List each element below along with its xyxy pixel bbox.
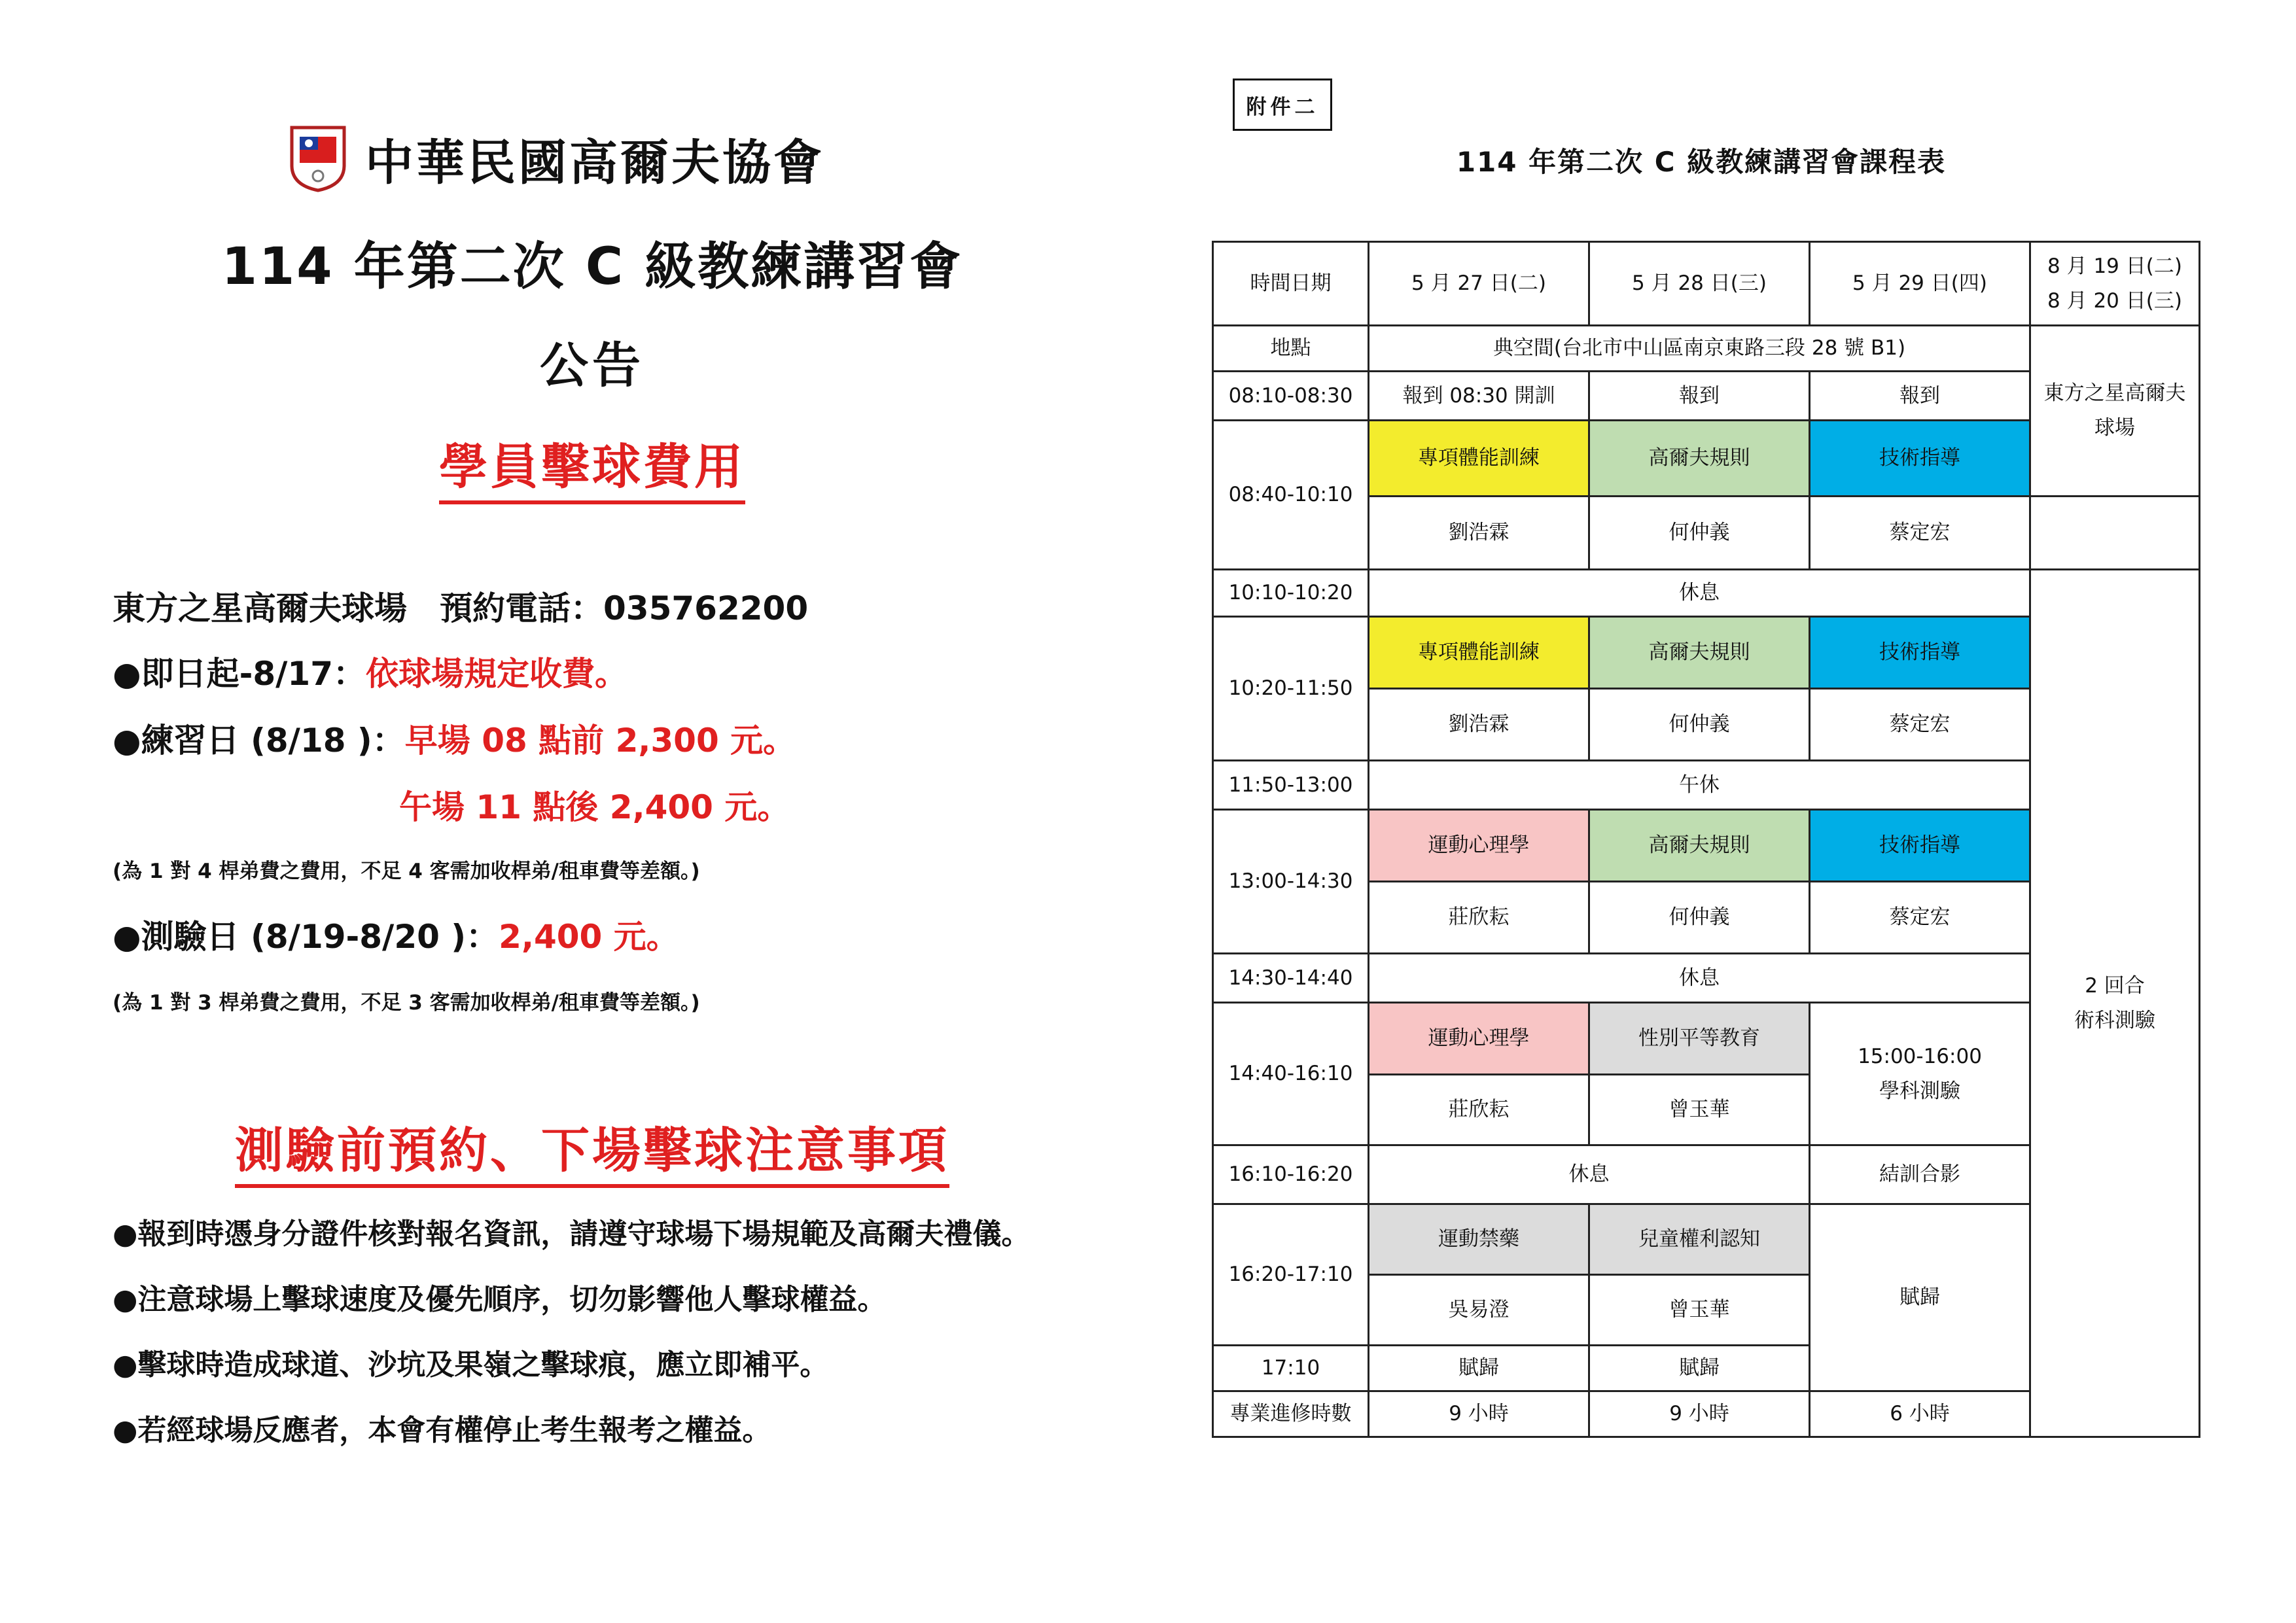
time-slot: 08:40-10:10 [1213,421,1369,570]
instructor-cell: 吳易澄 [1369,1275,1589,1346]
header-day-2: 5 月 28 日(三) [1589,242,1810,326]
notice-item-2: ●注意球場上擊球速度及優先順序，切勿影響他人擊球權益。 [113,1283,887,1316]
header-day-4a: 8 月 19 日(二) [2047,254,2182,278]
fee-item-3-value: 2,400 元。 [499,918,679,956]
fee-item-1 [113,648,627,695]
time-slot: 14:30-14:40 [1213,954,1369,1003]
table-row [1213,326,2200,372]
cell: 報到 08:30 開訓 [1369,372,1589,421]
time-slot: 13:00-14:30 [1213,810,1369,954]
venue-phone-line: 東方之星高爾夫球場 預約電話：035762200 [113,589,809,627]
instructor-cell: 蔡定宏 [1810,497,2030,570]
course-cell: 高爾夫規則 [1589,810,1810,882]
course-cell: 運動禁藥 [1369,1204,1589,1275]
fee-item-1-value: 依球場規定收費。 [366,655,628,693]
instructor-cell: 蔡定宏 [1810,882,2030,954]
written-exam-cell [1810,1003,2030,1145]
cell: 報到 [1589,372,1810,421]
instructor-cell: 曾玉華 [1589,1275,1810,1346]
instructor-cell: 劉浩霖 [1369,689,1589,761]
course-cell: 運動心理學 [1369,810,1589,882]
notice-item-4: ●若經球場反應者，本會有權停止考生報考之權益。 [113,1414,771,1447]
course-schedule-table [1212,241,2200,1438]
page-title: 114 年第二次 C 級教練講習會 [221,237,963,296]
header-day-4b: 8 月 20 日(三) [2047,288,2182,313]
table-row [1213,242,2200,326]
announcement-label: 公告 [540,338,645,394]
table-row [1213,570,2200,617]
exam-venue-line-1: 東方之星高爾夫 [2043,381,2186,406]
time-slot: 10:20-11:50 [1213,617,1369,761]
course-cell: 技術指導 [1810,421,2030,497]
instructor-cell: 曾玉華 [1589,1075,1810,1145]
fee-item-3 [113,911,679,958]
hours-label: 專業進修時數 [1213,1391,1369,1437]
notice-item-1: ●報到時憑身分證件核對報名資訊，請遵守球場下場規範及高爾夫禮儀。 [113,1217,1031,1251]
header-day-3: 5 月 29 日(四) [1810,242,2030,326]
instructor-cell: 莊欣耘 [1369,1075,1589,1145]
time-slot: 08:10-08:30 [1213,372,1369,421]
time-slot: 14:40-16:10 [1213,1003,1369,1145]
attachment-label: 附件二 [1233,79,1332,131]
hours-cell: 6 小時 [1810,1391,2030,1437]
cell: 賦歸 [1589,1346,1810,1391]
time-slot: 16:20-17:10 [1213,1204,1369,1346]
exam-cell [2030,570,2200,1437]
fee-item-2 [113,714,796,761]
written-exam-label: 學科測驗 [1879,1079,1960,1103]
hours-cell: 9 小時 [1369,1391,1589,1437]
notice-heading-wrap [0,1112,1184,1188]
course-cell: 高爾夫規則 [1589,617,1810,689]
course-cell: 性別平等教育 [1589,1003,1810,1075]
instructor-cell: 蔡定宏 [1810,689,2030,761]
org-header [288,124,824,194]
fee-item-2-value: 早場 08 點前 2,300 元。 [404,722,796,759]
course-cell: 專項體能訓練 [1369,421,1589,497]
instructor-cell: 何仲義 [1589,497,1810,570]
exam-venue-line-2: 球場 [2094,416,2135,440]
return-cell: 賦歸 [1810,1204,2030,1391]
cell: 報到 [1810,372,2030,421]
instructor-cell: 莊欣耘 [1369,882,1589,954]
break-cell: 休息 [1369,954,2030,1003]
break-cell: 休息 [1369,570,2030,617]
time-slot: 10:10-10:20 [1213,570,1369,617]
location-label: 地點 [1213,326,1369,372]
instructor-cell: 何仲義 [1589,882,1810,954]
exam-venue [2030,326,2200,497]
fee-item-2-label: ●練習日 (8/18 )： [113,722,405,759]
fee-note-1: (為 1 對 4 桿弟費之費用，不足 4 客需加收桿弟/租車費等差額。) [113,860,700,883]
fee-note-2: (為 1 對 3 桿弟費之費用，不足 3 客需加收桿弟/租車費等差額。) [113,991,700,1015]
time-slot: 11:50-13:00 [1213,761,1369,810]
cell: 賦歸 [1369,1346,1589,1391]
lunch-cell: 午休 [1369,761,2030,810]
fee-heading: 學員擊球費用 [439,428,745,504]
time-slot: 16:10-16:20 [1213,1145,1369,1204]
course-cell: 技術指導 [1810,617,2030,689]
course-cell: 高爾夫規則 [1589,421,1810,497]
instructor-cell: 何仲義 [1589,689,1810,761]
course-cell: 運動心理學 [1369,1003,1589,1075]
course-cell: 技術指導 [1810,810,2030,882]
fee-item-1-label: ●即日起-8/17： [113,655,366,693]
fee-heading-wrap [0,428,1184,504]
exam-venue-filler [2030,497,2200,570]
association-logo-icon [288,125,348,193]
instructor-cell: 劉浩霖 [1369,497,1589,570]
exam-rounds: 2 回合 [2085,973,2145,998]
course-cell: 兒童權利認知 [1589,1204,1810,1275]
closing-photo-cell: 結訓合影 [1810,1145,2030,1204]
location-value: 典空間(台北市中山區南京東路三段 28 號 B1) [1369,326,2030,372]
header-day-1: 5 月 27 日(二) [1369,242,1589,326]
hours-cell: 9 小時 [1589,1391,1810,1437]
written-exam-time: 15:00-16:00 [1858,1044,1982,1068]
fee-item-2-value-afternoon: 午場 11 點後 2,400 元。 [399,788,790,826]
schedule-title: 114 年第二次 C 級教練講習會課程表 [1456,146,1947,178]
course-cell: 專項體能訓練 [1369,617,1589,689]
notice-item-3: ●擊球時造成球道、沙坑及果嶺之擊球痕，應立即補平。 [113,1348,829,1382]
header-day-4 [2030,242,2200,326]
org-name: 中華民國高爾夫協會 [365,135,824,191]
fee-item-3-label: ●測驗日 (8/19-8/20 )： [113,918,499,956]
notice-heading: 測驗前預約、下場擊球注意事項 [235,1112,949,1188]
exam-type: 術科測驗 [2074,1008,2155,1032]
break-cell: 休息 [1369,1145,1810,1204]
header-time-date: 時間日期 [1213,242,1369,326]
time-slot: 17:10 [1213,1346,1369,1391]
